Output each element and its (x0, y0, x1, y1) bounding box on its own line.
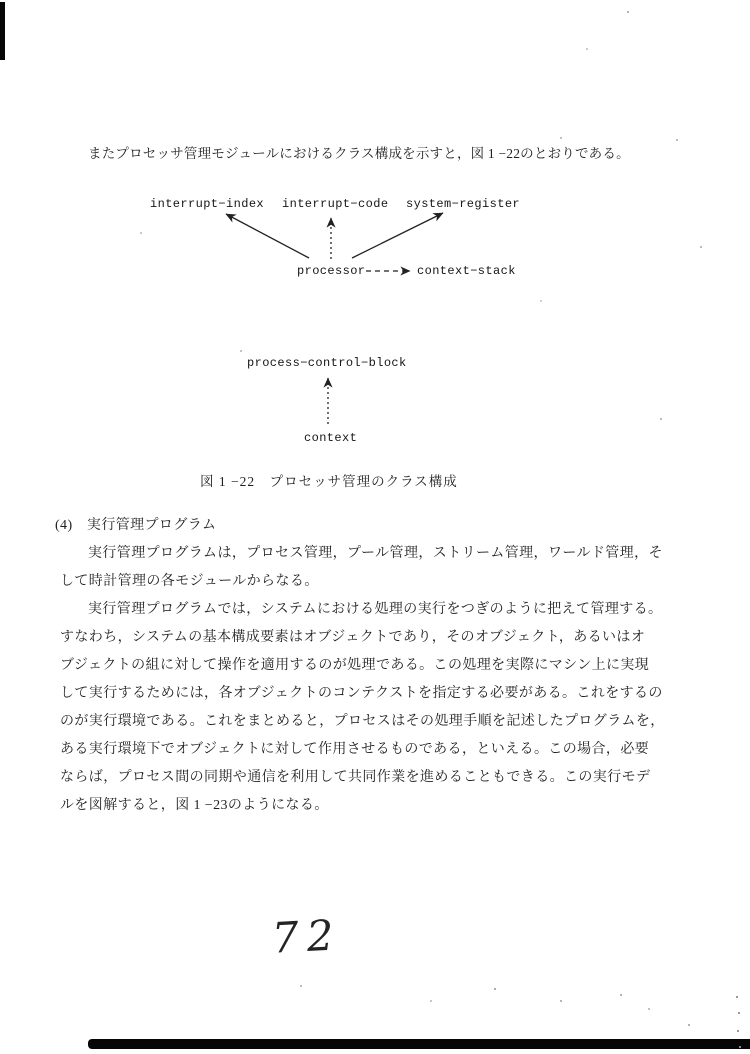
node-process-control-block: process−control−block (247, 356, 407, 370)
arrow-processor-to-system-register (352, 213, 443, 258)
section-4 (48, 512, 665, 820)
body-line: して時計管理の各モジュールからなる。 (60, 574, 319, 589)
arrow-processor-to-interrupt-index (226, 214, 309, 258)
node-context: context (304, 431, 358, 445)
body-line: すなわち，システムの基本構成要素はオブジェクトであり，そのオブジェクト，あるいはオ (60, 630, 646, 645)
node-interrupt-code: interrupt−code (282, 197, 389, 211)
intro-paragraph: またプロセッサ管理モジュールにおけるクラス構成を示すと，図 1 −22のとおりである。 (88, 146, 630, 161)
scan-noise-specks (0, 0, 2, 2)
body-line: ブジェクトの組に対して操作を適用するのが処理である。この処理を実際にマシン上に実現 (60, 658, 650, 673)
node-system-register: system−register (406, 197, 521, 211)
body-line: ルを図解すると，図 1 −23のようになる。 (60, 798, 329, 813)
node-interrupt-index: interrupt−index (150, 197, 265, 211)
node-context-stack: context−stack (417, 264, 516, 278)
node-processor: processor (297, 264, 366, 278)
body-line: して実行するためには，各オブジェクトのコンテクストを指定する必要がある。これをするの (60, 686, 663, 701)
handwritten-page-number: 72 (270, 910, 343, 963)
body-line: ならば，プロセス間の同期や通信を利用して共同作業を進めることもできる。この実行モデ (60, 770, 651, 785)
body-line: ある実行環境下でオブジェクトに対して作用させるものである，といえる。この場合，必要 (60, 742, 650, 757)
scan-artifact-left-edge-line (0, 2, 5, 60)
body-line: 実行管理プログラムは，プロセス管理，プール管理，ストリーム管理，ワールド管理，そ (88, 546, 663, 561)
figure-caption: 図 1 −22 プロセッサ管理のクラス構成 (200, 474, 458, 489)
scan-artifact-bottom-bar (88, 1039, 750, 1049)
body-line: 実行管理プログラムでは，システムにおける処理の実行をつぎのように把えて管理する。 (88, 602, 663, 617)
section-heading: (4) 実行管理プログラム (55, 518, 217, 533)
body-line: のが実行環境である。これをまとめると，プロセスはその処理手順を記述したプログラムを， (60, 714, 665, 729)
